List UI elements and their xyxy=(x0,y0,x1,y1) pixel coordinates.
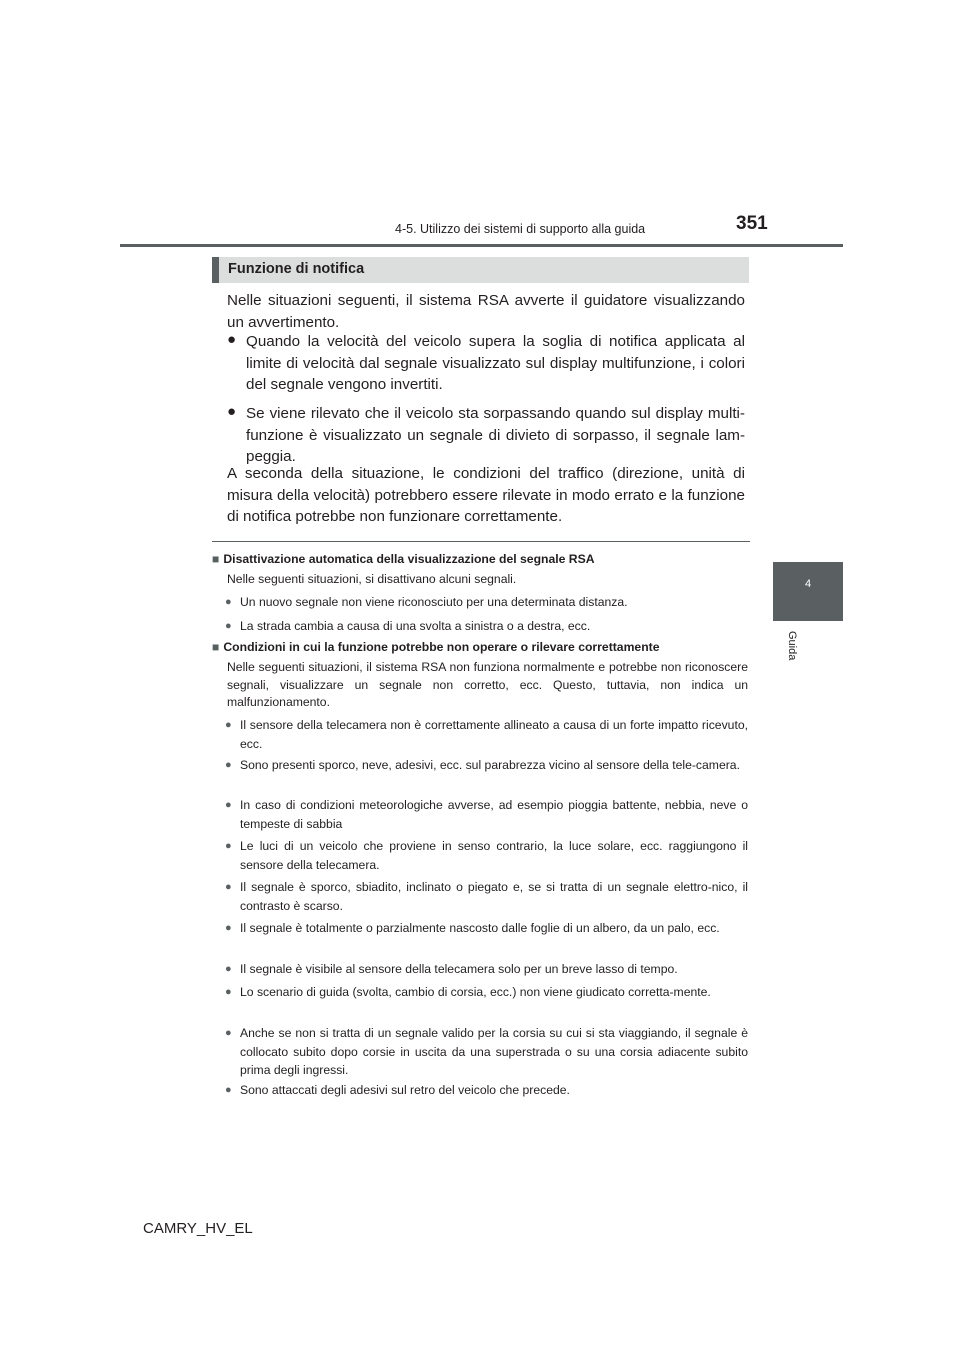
bullet-dot-icon: ● xyxy=(225,596,232,608)
section-bullet: Quando la velocità del veicolo supera la soglia di notifica applicata al limite di velocità dal segnale visualizzato sul display multifunzione, i colori del segnale vengono invertiti. xyxy=(246,333,745,393)
section-intro: Nelle situazioni seguenti, il sistema RSA avverte il guidatore visualizzando un avvertimento. xyxy=(227,292,745,331)
note-bullet: Il segnale è visibile al sensore della telecamera solo per un breve lasso di tempo. xyxy=(240,962,678,976)
square-bullet-icon: ■ xyxy=(212,552,220,566)
bullet-dot-icon: ● xyxy=(225,881,232,893)
bullet-dot-icon: ● xyxy=(225,922,232,934)
note-bullet: Il segnale è sporco, sbiadito, inclinato o piegato e, se si tratta di un segnale elettro-nico, il contrasto è scarso. xyxy=(240,880,748,913)
chapter-tab-number: 4 xyxy=(804,578,812,590)
bullet-dot-icon: ● xyxy=(227,331,237,348)
square-bullet-icon: ■ xyxy=(212,640,220,654)
bullet-dot-icon: ● xyxy=(225,719,232,731)
note-bullet: Il segnale è totalmente o parzialmente nascosto dalle foglie di un albero, da un palo, ecc. xyxy=(240,921,720,935)
bullet-dot-icon: ● xyxy=(225,1027,232,1039)
note-bullet: Anche se non si tratta di un segnale valido per la corsia su cui si sta viaggiando, il segnale è collocato subito dopo corsie in uscita da una superstrada o su una corsia adiacente subito prima degli ingressi. xyxy=(240,1026,748,1077)
document-code: CAMRY_HV_EL xyxy=(143,1220,253,1237)
note-text: Nelle seguenti situazioni, si disattivano alcuni segnali. xyxy=(227,572,517,586)
bullet-dot-icon: ● xyxy=(227,403,237,420)
note-bullet: In caso di condizioni meteorologiche avverse, ad esempio pioggia battente, nebbia, neve o tempeste di sabbia xyxy=(240,798,748,831)
note-bullet: Lo scenario di guida (svolta, cambio di corsia, ecc.) non viene giudicato corretta-mente. xyxy=(240,985,711,999)
section-title-bar xyxy=(212,257,219,283)
section-closing: A seconda della situazione, le condizioni del traffico (direzione, unità di misura della velocità) potrebbero essere rilevate in modo errato e la funzione di notifica potrebbe non funzionare correttamente. xyxy=(227,465,745,525)
note-bullet: Un nuovo segnale non viene riconosciuto per una determinata distanza. xyxy=(240,595,628,609)
note-bullet: Sono presenti sporco, neve, adesivi, ecc. sul parabrezza vicino al sensore della tele-camera. xyxy=(240,758,740,772)
section-bullet: Se viene rilevato che il veicolo sta sorpassando quando sul display multi-funzione è visualizzato un segnale di divieto di sorpasso, il segnale lam-peggia. xyxy=(246,405,745,465)
bullet-dot-icon: ● xyxy=(225,986,232,998)
bullet-dot-icon: ● xyxy=(225,759,232,771)
bullet-dot-icon: ● xyxy=(225,963,232,975)
section-title: Funzione di notifica xyxy=(228,261,365,277)
header-divider xyxy=(120,244,843,247)
note-heading xyxy=(212,551,595,567)
note-heading-text: Disattivazione automatica della visualizzazione del segnale RSA xyxy=(223,552,595,566)
section-divider xyxy=(212,541,750,542)
chapter-tab-label: Guida xyxy=(786,631,798,661)
note-heading xyxy=(212,639,659,655)
chapter-tab xyxy=(773,562,843,621)
bullet-dot-icon: ● xyxy=(225,799,232,811)
note-bullet: Sono attaccati degli adesivi sul retro del veicolo che precede. xyxy=(240,1083,570,1097)
chapter-header: 4-5. Utilizzo dei sistemi di supporto alla guida xyxy=(395,222,646,236)
note-bullet: Il sensore della telecamera non è correttamente allineato a causa di un forte impatto ricevuto, ecc. xyxy=(240,718,748,751)
bullet-dot-icon: ● xyxy=(225,620,232,632)
bullet-dot-icon: ● xyxy=(225,1084,232,1096)
note-heading-text: Condizioni in cui la funzione potrebbe non operare o rilevare correttamente xyxy=(223,640,660,654)
note-bullet: Le luci di un veicolo che proviene in senso contrario, la luce solare, ecc. raggiungono il sensore della telecamera. xyxy=(240,839,748,872)
page-number: 351 xyxy=(736,213,768,234)
section-title-box xyxy=(212,257,749,283)
note-bullet: La strada cambia a causa di una svolta a sinistra o a destra, ecc. xyxy=(240,619,591,633)
note-text: Nelle seguenti situazioni, il sistema RSA non funziona normalmente e potrebbe non riconoscere segnali, visualizzare un segnale non corretto, ecc. Questo, tuttavia, non indica un malfunzionamento. xyxy=(227,660,748,709)
bullet-dot-icon: ● xyxy=(225,840,232,852)
